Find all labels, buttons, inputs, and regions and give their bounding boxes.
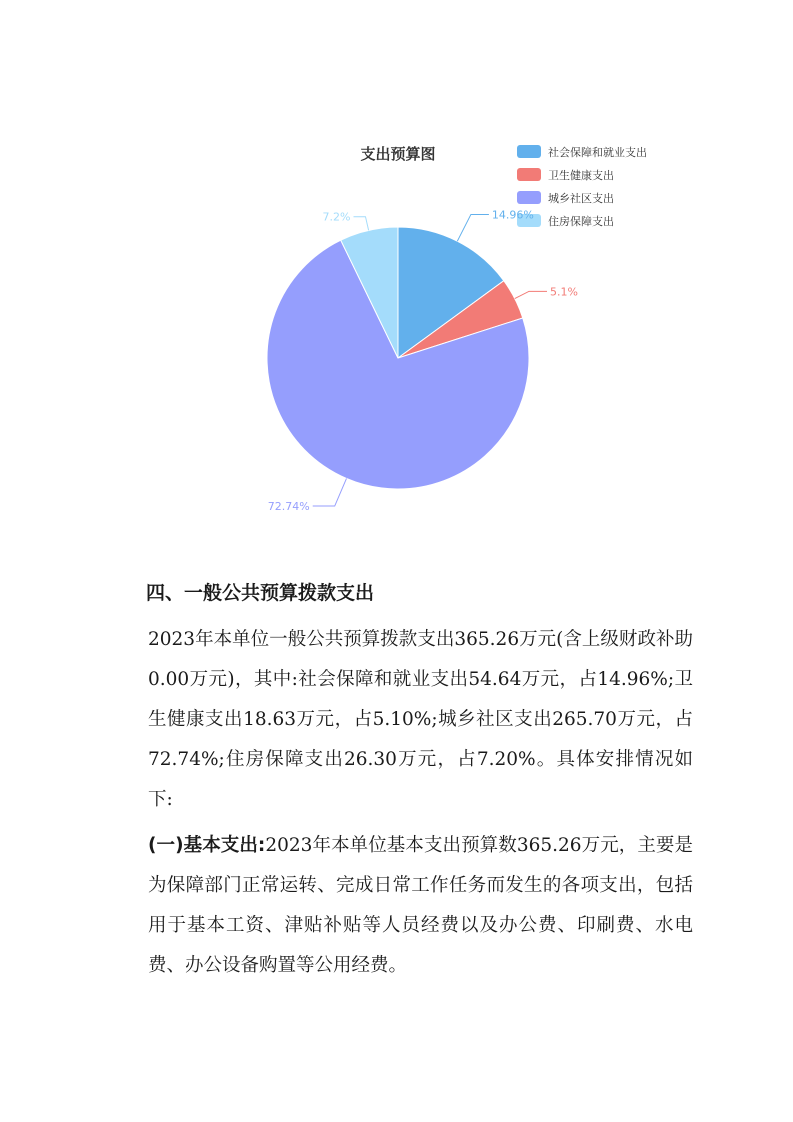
pie-label-urban-rural: 72.74% xyxy=(267,500,310,514)
pie-slices xyxy=(267,227,529,489)
paragraph-basic-expenditure xyxy=(148,826,693,986)
legend-label-urban-rural: 城乡社区支出 xyxy=(548,192,614,205)
pie-leader-line-housing xyxy=(353,217,368,231)
legend-swatch-social-security xyxy=(517,145,541,158)
legend-swatch-health xyxy=(517,168,541,181)
document-body xyxy=(148,580,693,986)
chart-title: 支出预算图 xyxy=(360,145,436,163)
chart-legend xyxy=(517,145,647,228)
pie-label-health: 5.1% xyxy=(550,285,578,299)
pie-leader-line-health xyxy=(515,291,547,298)
pie-label-social-security: 14.96% xyxy=(491,208,534,222)
paragraph-general-budget xyxy=(148,620,693,820)
paragraph-general-budget-text: 2023年本单位一般公共预算拨款支出365.26万元(含上级财政补助0.00万元)，其中:社会保障和就业支出54.64万元，占14.96%;卫生健康支出18.63万元，占5.10%;城乡社区支出265.70万元，占72.74%;住房保障支出26.30万元，占7.20%。具体安排情况如下: xyxy=(148,629,693,810)
basic-expenditure-lead: (一)基本支出: xyxy=(148,835,266,856)
legend-label-health: 卫生健康支出 xyxy=(548,169,614,182)
basic-expenditure-text: 2023年本单位基本支出预算数365.26万元，主要是为保障部门正常运转、完成日常工作任务而发生的各项支出，包括用于基本工资、津贴补贴等人员经费以及办公费、印刷费、水电费、办公设备购置等公用经费。 xyxy=(148,835,693,976)
pie-leader-line-urban-rural xyxy=(313,478,347,506)
expenditure-pie-chart xyxy=(0,0,793,560)
legend-swatch-urban-rural xyxy=(517,191,541,204)
legend-label-housing: 住房保障支出 xyxy=(548,215,614,228)
section-heading: 四、一般公共预算拨款支出 xyxy=(146,582,375,604)
pie-leader-line-social-security xyxy=(457,214,489,241)
pie-label-housing: 7.2% xyxy=(322,210,351,224)
legend-label-social-security: 社会保障和就业支出 xyxy=(548,146,647,159)
